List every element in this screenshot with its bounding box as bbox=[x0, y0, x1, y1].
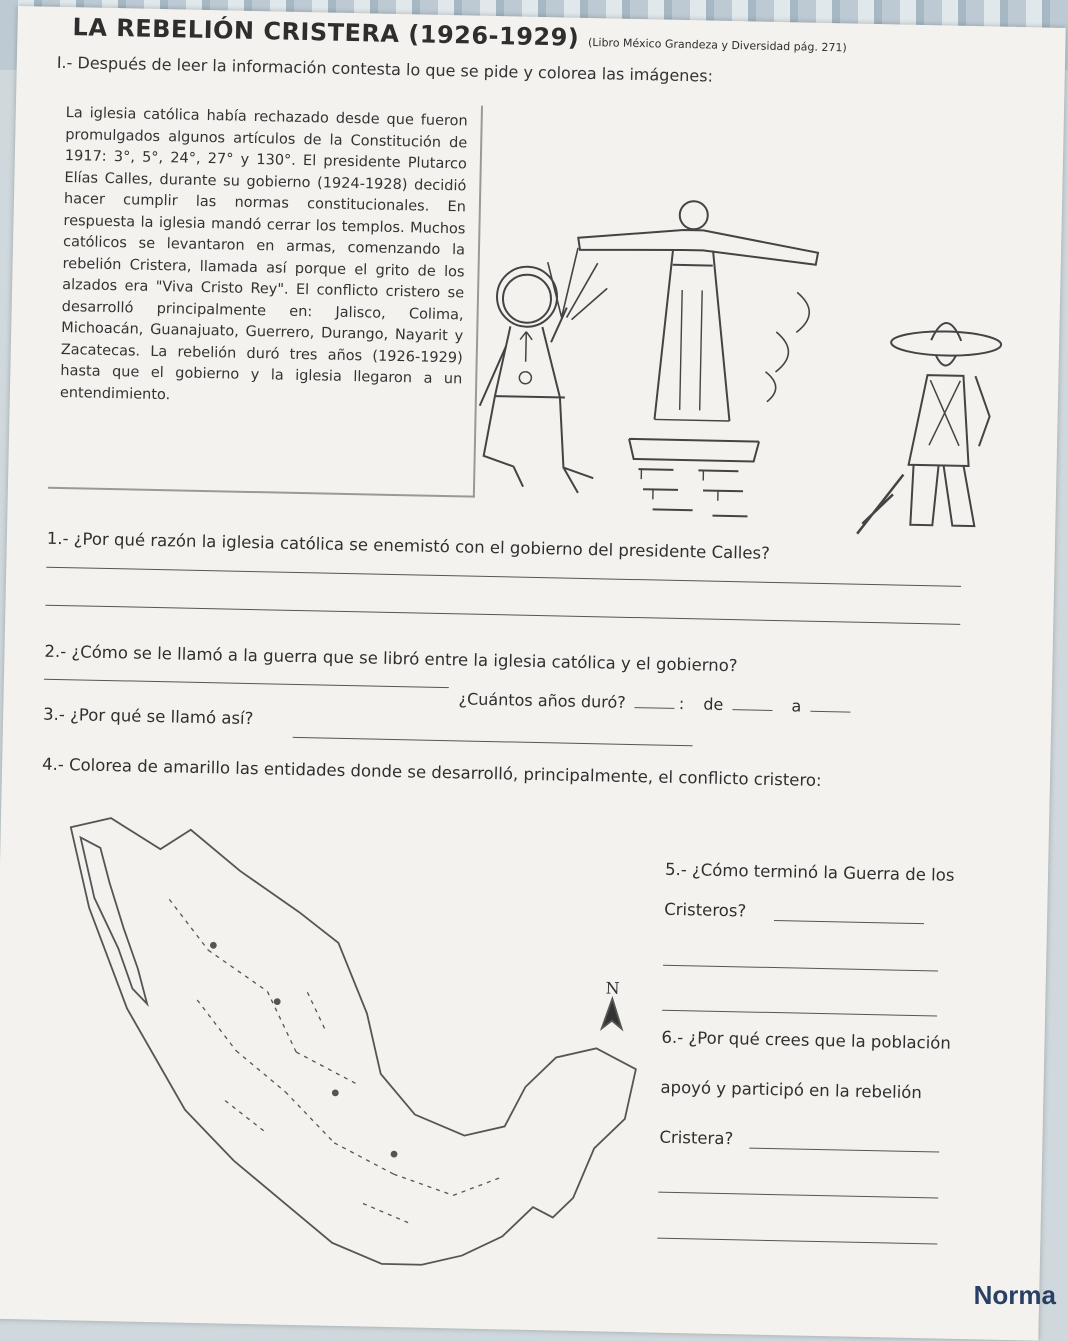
illustrations bbox=[462, 165, 1050, 547]
brand-logo: Norma bbox=[973, 1280, 1056, 1310]
answer-line-6[interactable] bbox=[749, 1148, 939, 1153]
question-1: 1.- ¿Por qué razón la iglesia católica se enemistó con el gobierno del presidente Calles? bbox=[46, 528, 771, 563]
answer-line-5c[interactable] bbox=[662, 1010, 937, 1017]
answer-line-6b[interactable] bbox=[658, 1192, 938, 1199]
years-question bbox=[458, 689, 854, 716]
mexico-map[interactable] bbox=[31, 787, 662, 1320]
question-5-line-1: 5.- ¿Cómo terminó la Guerra de los bbox=[664, 859, 955, 885]
question-4: 4.- Colorea de amarillo las entidades donde se desarrolló, principalmente, el conflicto cristero: bbox=[41, 754, 822, 790]
from-year-blank[interactable] bbox=[732, 709, 772, 711]
north-label: N bbox=[605, 978, 620, 998]
question-6-line-3: Cristera? bbox=[659, 1127, 734, 1149]
north-arrow-icon bbox=[602, 978, 623, 1028]
worksheet-page bbox=[0, 6, 1066, 1341]
question-2: 2.- ¿Cómo se le llamó a la guerra que se libró entre la iglesia católica y el gobierno? bbox=[44, 641, 738, 676]
question-5-line-2: Cristeros? bbox=[664, 899, 747, 921]
answer-line-2[interactable] bbox=[44, 679, 449, 688]
answer-line-3[interactable] bbox=[293, 737, 693, 746]
question-6-line-1: 6.- ¿Por qué crees que la población bbox=[661, 1027, 952, 1053]
cristo-rey-statue-illustration bbox=[573, 199, 820, 518]
years-question-label: ¿Cuántos años duró? bbox=[458, 689, 626, 712]
answer-line-6c[interactable] bbox=[657, 1238, 937, 1245]
question-3: 3.- ¿Por qué se llamó así? bbox=[42, 704, 254, 729]
cristero-soldier-illustration bbox=[762, 292, 1002, 537]
years-blank[interactable] bbox=[635, 707, 675, 709]
answer-line-5b[interactable] bbox=[663, 965, 938, 972]
page-title: LA REBELIÓN CRISTERA (1926-1929) (Libro México Grandeza y Diversidad pág. 271) bbox=[72, 13, 847, 55]
question-6-line-2: apoyó y participó en la rebelión bbox=[660, 1077, 923, 1103]
years-colon: : bbox=[678, 693, 685, 714]
answer-line-5[interactable] bbox=[774, 920, 924, 924]
to-year-blank[interactable] bbox=[810, 711, 850, 713]
from-label: de bbox=[703, 694, 724, 714]
instructions: I.- Después de leer la información contesta lo que se pide y colorea las imágenes: bbox=[56, 52, 714, 86]
source-note: (Libro México Grandeza y Diversidad pág. 271) bbox=[587, 35, 847, 55]
answer-line-1b[interactable] bbox=[45, 605, 960, 625]
child-with-palm-illustration bbox=[478, 246, 608, 494]
answer-line-1[interactable] bbox=[46, 567, 961, 587]
to-label: a bbox=[791, 696, 802, 716]
reading-passage: La iglesia católica había rechazado desde que fueron promulgados algunos artículos de la Constitución de 1917: 3°, 5°, 24°, 27° y 130°. El presidente Plutarco Elías Calles, durante su gobierno (1924-1928) decidió hacer cumplir las normas constitucionales. En respuesta la iglesia mandó cerrar los templos. Muchos católicos se levantaron en armas, comenzando la rebelión Cristera, llamada así porque el grito de los alzados era "Viva Cristo Rey". El conflicto cristero se desarrolló principalmente en: Jalisco, Colima, Michoacán, Guanajuato, Guerrero, Durango, Nayarit y Zacatecas. La rebelión duró tres años (1926-1929) hasta que el gobierno y la iglesia llegaron a un entendimiento. bbox=[59, 105, 468, 403]
